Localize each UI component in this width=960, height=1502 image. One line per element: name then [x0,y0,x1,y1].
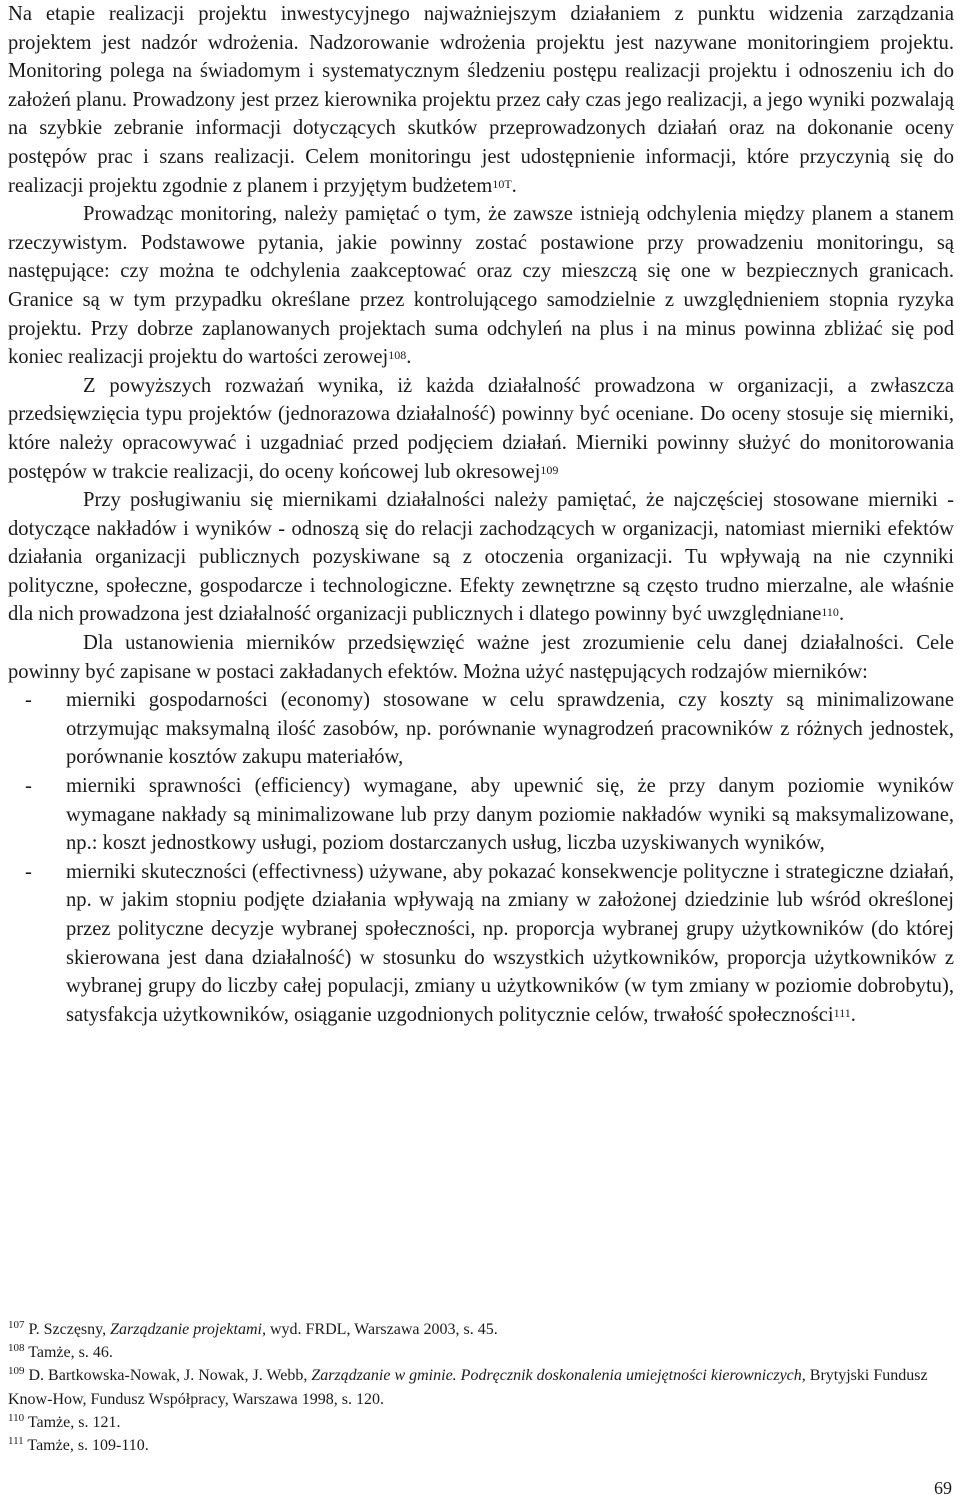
footnote [8,1411,954,1434]
footnote [8,1434,954,1457]
list-bullet: - [25,689,32,712]
footnote-text: D. Bartkowska-Nowak, J. Nowak, J. Webb, [28,1367,312,1385]
list-bullet: - [25,775,32,798]
footnote-text: Tamże, s. 109-110. [27,1437,149,1455]
paragraph-4 [8,486,954,629]
main-text [8,0,954,1029]
footnote-number: 110 [8,1411,25,1424]
list-item-text: mierniki gospodarności (economy) stosowane w celu sprawdzenia, czy koszty są minimalizowane otrzymując maksymalną ilość zasobów, np. porównanie wynagrodzeń pracowników z różnych jednostek, porównanie kosztów zakupu materiałów, [66,689,954,769]
footnotes-section [8,1318,954,1457]
list-item [8,772,954,858]
paragraph-2 [8,200,954,372]
list-item-text: mierniki skuteczności (effectivness) używane, aby pokazać konsekwencje polityczne i strategiczne działań, np. w jakim stopniu podjęte działania wpływają na zmiany w założonej dziedzinie lub wśród określonej przez polityczne decyzje wybranej społeczności, np. proporcja wybranej grupy użytkowników (do której skierowana jest dana działalność) w stosunku do wszystkich użytkowników, proporcja użytkowników z wybranej grupy do liczby całej populacji, zmiany u użytkowników (w tym zmiany w poziomie dobrobytu), satysfakcja użytkowników, osiąganie uzgodnionych politycznie celów, trwałość społeczności [66,860,954,1026]
paragraph-text: Dla ustanowienia mierników przedsięwzięć ważne jest zrozumienie celu danej działalności. Cele powinny być zapisane w postaci zakładanych efektów. Można użyć następujących rodzajów mierników: [8,632,954,683]
list-bullet: - [25,860,32,883]
footnote-number: 109 [8,1365,25,1378]
paragraph-5 [8,629,954,686]
measures-list [8,686,954,1029]
footnote [8,1341,954,1364]
footnote-reference[interactable]: 110 [821,605,839,620]
paragraph-text-end: . [406,346,412,369]
footnote-text: P. Szczęsny, [28,1321,111,1338]
footnote-reference[interactable]: 108 [388,348,407,363]
paragraph-3 [8,372,954,486]
footnote-number: 111 [8,1435,24,1448]
footnote-reference[interactable]: 10T [492,176,512,191]
footnote-title: Zarządzanie projektami, [110,1321,266,1338]
document-page [8,0,954,1029]
list-item [8,686,954,772]
list-item-text-end: . [850,1003,856,1026]
footnote-text-end: wyd. FRDL, Warszawa 2003, s. 45. [265,1321,498,1338]
footnote-text: Tamże, s. 121. [27,1413,121,1431]
footnote [8,1364,954,1410]
paragraph-text: Prowadząc monitoring, należy pamiętać o tym, że zawsze istnieją odchylenia między planem a stanem rzeczywistym. Podstawowe pytania, jakie powinny zostać postawione przy prowadzeniu monitoringu, są następujące: czy można te odchylenia zaakceptować oraz czy mieszczą się one w bezpiecznych granicach. Granice są w tym przypadku określane przez kontrolującego samodzielnie z uwzględnieniem stopnia ryzyka projektu. Przy dobrze zaplanowanych projektach suma odchyleń na plus i na minus powinna zbliżać się pod koniec realizacji projektu do wartości zerowej [8,203,954,369]
footnote-title: Zarządzanie w gminie. Podręcznik doskonalenia umiejętności kierowniczych, [311,1367,806,1385]
page-number: 69 [934,1478,952,1498]
paragraph-text: Z powyższych rozważań wynika, iż każda działalność prowadzona w organizacji, a zwłaszcza przedsięwzięcia typu projektów (jednorazowa działalność) powinny być oceniane. Do oceny stosuje się mierniki, które należy opracowywać i uzgadniać przed podjęciem działań. Mierniki powinny służyć do monitorowania postępów w trakcie realizacji, do oceny końcowej lub okresowej [8,374,954,483]
footnote-text-end: Brytyjski Fundusz Know-How, Fundusz Współpracy, Warszawa 1998, s. 120. [8,1367,928,1408]
list-item [8,858,954,1030]
footnote-reference[interactable]: 111 [833,1005,851,1020]
footnote-reference[interactable]: 109 [540,462,559,477]
footnote-text: Tamże, s. 46. [28,1344,113,1362]
paragraph-text: Na etapie realizacji projektu inwestycyjnego najważniejszym działaniem z punktu widzenia zarządzania projektem jest nadzór wdrożenia. Nadzorowanie wdrożenia projektu jest nazywane monitoringiem projektu. Monitoring polega na świadomym i systematycznym śledzeniu postępu realizacji projektu i odnoszeniu ich do założeń planu. Prowadzony jest przez kierownika projektu przez cały czas jego realizacji, a jego wyniki pozwalają na szybkie zebranie informacji dotyczących skutków przeprowadzonych działań oraz na dokonanie oceny postępów prac i szans realizacji. Celem monitoringu jest udostępnienie informacji, które przyczynią się do realizacji projektu zgodnie z planem i przyjętym budżetem [8,3,954,197]
footnote-number: 107 [8,1319,25,1331]
paragraph-text-end: . [511,174,517,197]
footnote [8,1318,954,1341]
paragraph-text: Przy posługiwaniu się miernikami działalności należy pamiętać, że najczęściej stosowane mierniki - dotyczące nakładów i wyników - odnoszą się do relacji zachodzących w organizacji, natomiast mierniki efektów działania organizacji publicznych pozyskiwane są z otoczenia organizacji. Tu wpływają na nie czynniki polityczne, społeczne, gospodarcze i technologiczne. Efekty zewnętrzne są często trudno mierzalne, ale właśnie dla nich prowadzona jest działalność organizacji publicznych i dlatego powinny być uwzględniane [8,489,954,626]
list-item-text: mierniki sprawności (efficiency) wymagane, aby upewnić się, że przy danym poziomie wyników wymagane nakłady są minimalizowane lub przy danym poziomie nakładów wyniki są maksymalizowane, np.: koszt jednostkowy usługi, poziom dostarczanych usług, liczba uzyskiwanych wyników, [66,775,954,855]
footnote-number: 108 [8,1342,25,1355]
paragraph-1 [8,0,954,200]
paragraph-text-end: . [838,603,845,626]
